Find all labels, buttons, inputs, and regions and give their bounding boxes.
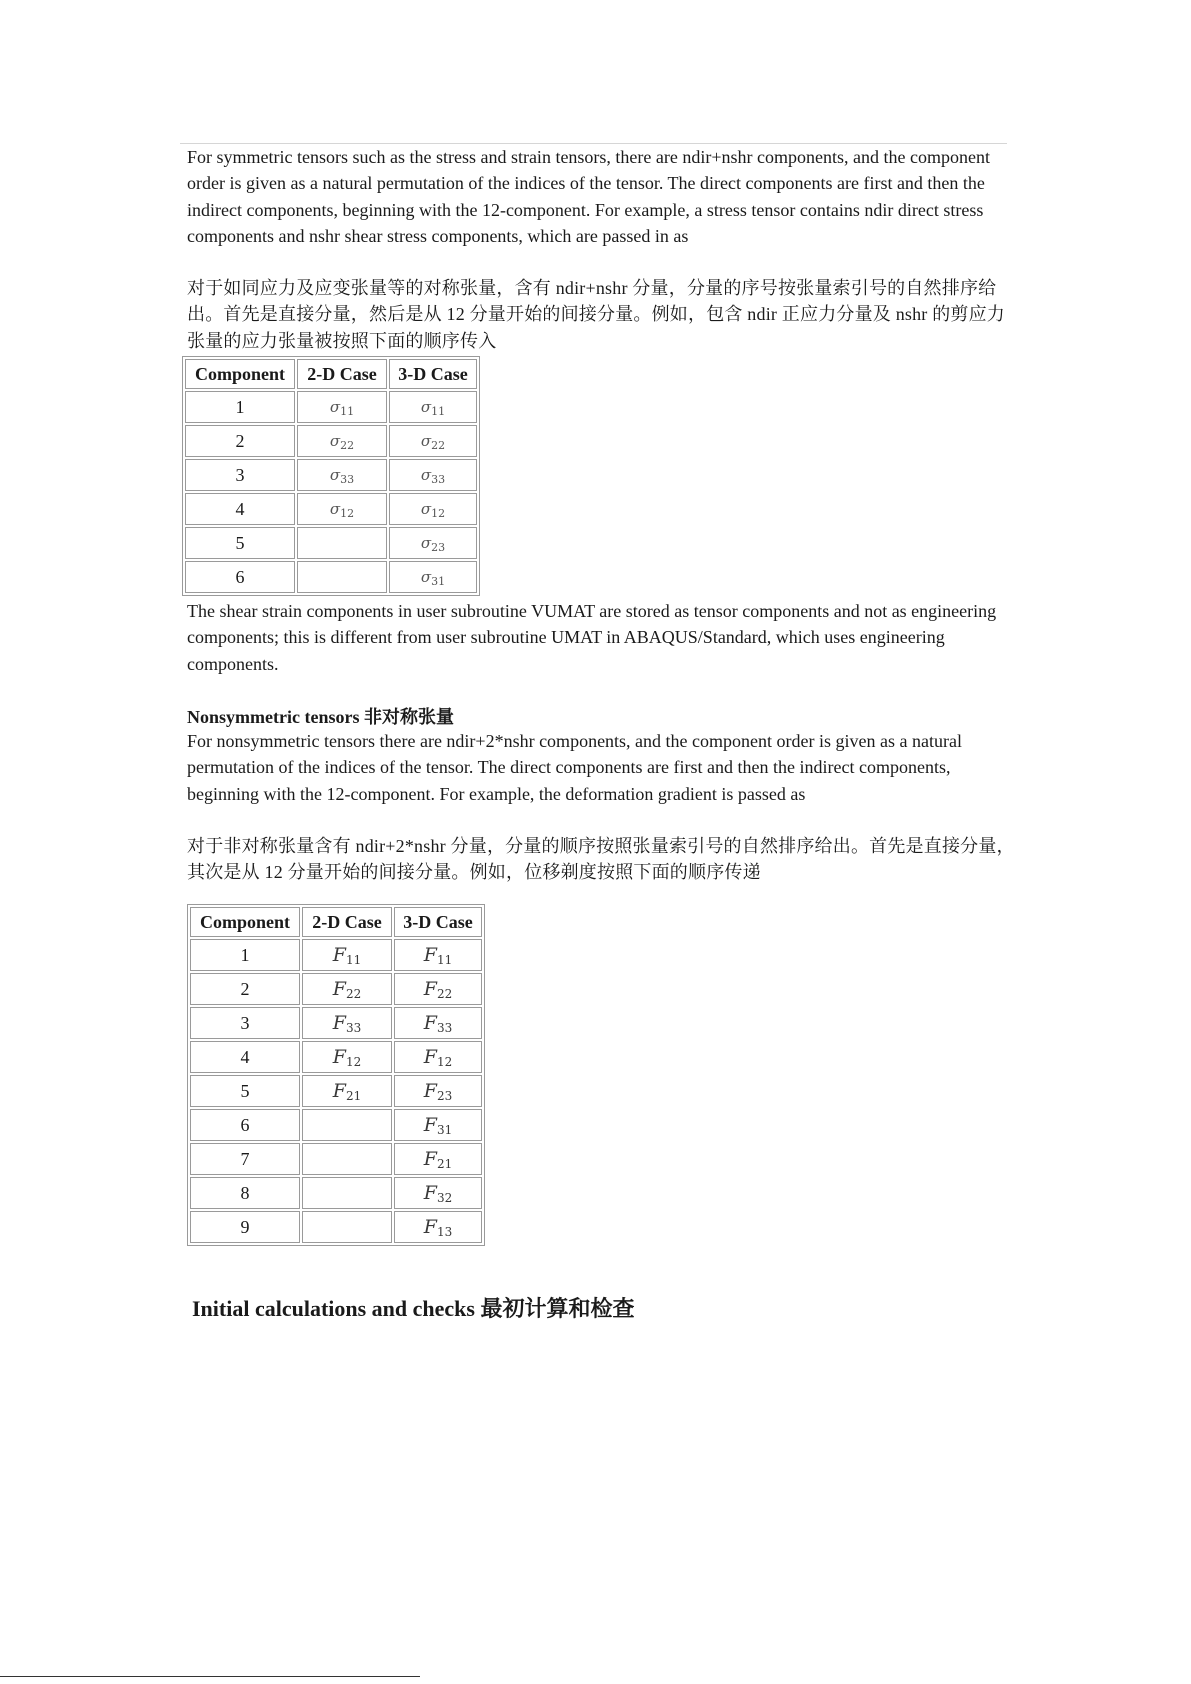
tensor-symbol	[421, 432, 445, 450]
cell-3d-case	[389, 425, 477, 457]
tensor-symbol-indices: 33	[345, 1020, 362, 1035]
tensor-symbol-indices: 22	[431, 439, 446, 452]
tensor-symbol-letter: σ	[329, 466, 341, 484]
header-2d-case: 2-D Case	[302, 907, 392, 937]
cell-3d-case	[394, 973, 482, 1005]
cell-3d-case	[394, 1143, 482, 1175]
table-row	[190, 1177, 482, 1209]
tensor-symbol	[424, 1114, 452, 1136]
symmetric-tensor-table	[182, 356, 480, 596]
table-row	[190, 1143, 482, 1175]
cell-2d-case	[297, 561, 387, 593]
tensor-symbol	[424, 1216, 452, 1238]
tensor-symbol-indices: 11	[340, 405, 355, 418]
tensor-symbol	[330, 500, 354, 518]
component-index-cell: 2	[185, 425, 295, 457]
tensor-symbol	[421, 568, 445, 586]
cell-3d-case	[389, 459, 477, 491]
tensor-symbol-letter: F	[423, 1079, 437, 1102]
tensor-symbol-letter: F	[423, 1045, 437, 1068]
nonsymmetric-chinese-paragraph: 对于非对称张量含有 ndir+2*nshr 分量，分量的顺序按照张量索引号的自然排序给出。首先是直接分量，其次是从 12 分量开始的间接分量。例如，位移剃度按照下面的顺序传递	[187, 836, 1015, 883]
component-index-cell: 6	[185, 561, 295, 593]
tensor-symbol	[421, 534, 445, 552]
tensor-symbol	[424, 978, 452, 1000]
tensor-symbol-indices: 23	[431, 541, 446, 554]
tensor-symbol-letter: F	[423, 1215, 437, 1238]
component-index-cell: 1	[190, 939, 300, 971]
table-header-row	[185, 359, 477, 389]
tensor-symbol	[333, 1012, 361, 1034]
table-row	[190, 1211, 482, 1243]
tensor-symbol-letter: σ	[420, 466, 432, 484]
table-row	[190, 1007, 482, 1039]
tensor-symbol-letter: F	[423, 977, 437, 1000]
cell-3d-case	[394, 1075, 482, 1107]
tensor-symbol	[424, 1080, 452, 1102]
tensor-symbol-letter: σ	[329, 432, 341, 450]
cell-3d-case	[394, 1007, 482, 1039]
component-index-cell: 5	[185, 527, 295, 559]
cell-2d-case	[297, 459, 387, 491]
tensor-symbol-indices: 13	[436, 1224, 453, 1239]
tensor-symbol	[424, 1182, 452, 1204]
table-row	[190, 1109, 482, 1141]
tensor-symbol-letter: F	[423, 1113, 437, 1136]
component-index-cell: 4	[190, 1041, 300, 1073]
table-row	[185, 459, 477, 491]
component-index-cell: 6	[190, 1109, 300, 1141]
tensor-symbol-letter: F	[332, 1011, 346, 1034]
table-row	[185, 527, 477, 559]
tensor-symbol	[421, 466, 445, 484]
tensor-symbol-letter: σ	[329, 398, 341, 416]
tensor-symbol-indices: 31	[431, 575, 446, 588]
cell-2d-case	[297, 425, 387, 457]
component-index-cell: 9	[190, 1211, 300, 1243]
tensor-symbol-letter: F	[423, 1147, 437, 1170]
cell-2d-case	[302, 1041, 392, 1073]
tensor-symbol-indices: 21	[436, 1156, 453, 1171]
section-heading: Initial calculations and checks 最初计算和检查	[192, 1296, 635, 1321]
nonsymmetric-english-paragraph: For nonsymmetric tensors there are ndir+2*nshr components, and the component order is given as a natural permutation of the indices of the tensor. The direct components are first and then the indirect components, beginning with the 12-component. For example, the deformation gradient is passed as	[187, 731, 962, 804]
tensor-symbol	[330, 398, 354, 416]
header-component: Component	[185, 359, 295, 389]
intro-english-paragraph: For symmetric tensors such as the stress and strain tensors, there are ndir+nshr components, and the component order is given as a natural permutation of the indices of the tensor. The direct components are first and then the indirect components, beginning with the 12-component. For example, a stress tensor contains ndir direct stress components and nshr shear stress components, which are passed in as	[187, 147, 990, 246]
cell-3d-case	[394, 1041, 482, 1073]
tensor-symbol	[424, 1046, 452, 1068]
component-index-cell: 8	[190, 1177, 300, 1209]
tensor-symbol-indices: 22	[345, 986, 362, 1001]
table-row	[190, 973, 482, 1005]
tensor-symbol	[330, 466, 354, 484]
tensor-symbol-letter: σ	[420, 432, 432, 450]
component-index-cell: 3	[185, 459, 295, 491]
tensor-symbol	[421, 500, 445, 518]
cell-2d-case	[297, 391, 387, 423]
header-2d-case: 2-D Case	[297, 359, 387, 389]
tensor-symbol-indices: 11	[436, 952, 453, 967]
cell-2d-case	[302, 1177, 392, 1209]
cell-3d-case	[394, 1177, 482, 1209]
tensor-symbol-letter: σ	[420, 534, 432, 552]
tensor-symbol-letter: F	[332, 977, 346, 1000]
tensor-symbol	[424, 944, 452, 966]
cell-2d-case	[302, 1109, 392, 1141]
tensor-symbol-indices: 12	[431, 507, 446, 520]
nonsymmetric-tensor-table	[187, 904, 485, 1246]
component-index-cell: 5	[190, 1075, 300, 1107]
tensor-symbol-letter: F	[423, 943, 437, 966]
tensor-symbol-indices: 22	[436, 986, 453, 1001]
table-row	[190, 1041, 482, 1073]
tensor-symbol-letter: σ	[420, 500, 432, 518]
component-index-cell: 1	[185, 391, 295, 423]
tensor-symbol-indices: 12	[345, 1054, 362, 1069]
header-3d-case: 3-D Case	[389, 359, 477, 389]
tensor-symbol-letter: F	[332, 1079, 346, 1102]
tensor-symbol-indices: 21	[345, 1088, 362, 1103]
tensor-symbol-indices: 12	[340, 507, 355, 520]
nonsymmetric-heading: Nonsymmetric tensors 非对称张量	[187, 707, 454, 727]
cell-2d-case	[297, 493, 387, 525]
tensor-symbol-letter: F	[332, 943, 346, 966]
table-row	[190, 939, 482, 971]
component-index-cell: 7	[190, 1143, 300, 1175]
tensor-symbol-indices: 32	[436, 1190, 453, 1205]
tensor-symbol-letter: F	[423, 1181, 437, 1204]
header-3d-case: 3-D Case	[394, 907, 482, 937]
cell-2d-case	[302, 1075, 392, 1107]
cell-3d-case	[394, 1211, 482, 1243]
tensor-symbol-indices: 12	[436, 1054, 453, 1069]
tensor-symbol-indices: 31	[436, 1122, 453, 1137]
shear-strain-note: The shear strain components in user subroutine VUMAT are stored as tensor components and not as engineering components; this is different from user subroutine UMAT in ABAQUS/Standard, which uses engineering components.	[187, 601, 997, 674]
tensor-symbol-indices: 23	[436, 1088, 453, 1103]
tensor-symbol-letter: F	[423, 1011, 437, 1034]
tensor-symbol-indices: 11	[431, 405, 446, 418]
table-row	[190, 1075, 482, 1107]
cell-2d-case	[297, 527, 387, 559]
cell-3d-case	[394, 1109, 482, 1141]
tensor-symbol-indices: 11	[345, 952, 362, 967]
tensor-symbol	[333, 944, 361, 966]
header-component: Component	[190, 907, 300, 937]
cell-3d-case	[389, 561, 477, 593]
cell-3d-case	[394, 939, 482, 971]
tensor-symbol	[424, 1148, 452, 1170]
cell-2d-case	[302, 1211, 392, 1243]
table-row	[185, 561, 477, 593]
cell-2d-case	[302, 973, 392, 1005]
footnote-divider	[0, 1676, 420, 1677]
intro-chinese-paragraph: 对于如同应力及应变张量等的对称张量，含有 ndir+nshr 分量，分量的序号按张量索引号的自然排序给出。首先是直接分量，然后是从 12 分量开始的间接分量。例如，包含 ndir 正应力分量及 nshr 的剪应力张量的应力张量被按照下面的顺序传入	[187, 278, 1005, 351]
cell-2d-case	[302, 1143, 392, 1175]
component-index-cell: 4	[185, 493, 295, 525]
component-index-cell: 2	[190, 973, 300, 1005]
table-header-row	[190, 907, 482, 937]
table-row	[185, 425, 477, 457]
component-index-cell: 3	[190, 1007, 300, 1039]
cell-3d-case	[389, 527, 477, 559]
table-row	[185, 391, 477, 423]
tensor-symbol	[421, 398, 445, 416]
tensor-symbol	[330, 432, 354, 450]
table-row	[185, 493, 477, 525]
tensor-symbol	[424, 1012, 452, 1034]
cell-3d-case	[389, 391, 477, 423]
tensor-symbol	[333, 978, 361, 1000]
tensor-symbol-letter: σ	[329, 500, 341, 518]
cell-2d-case	[302, 939, 392, 971]
tensor-symbol-letter: F	[332, 1045, 346, 1068]
tensor-symbol-letter: σ	[420, 568, 432, 586]
cell-2d-case	[302, 1007, 392, 1039]
tensor-symbol	[333, 1080, 361, 1102]
cell-3d-case	[389, 493, 477, 525]
tensor-symbol	[333, 1046, 361, 1068]
tensor-symbol-indices: 33	[436, 1020, 453, 1035]
tensor-symbol-letter: σ	[420, 398, 432, 416]
tensor-symbol-indices: 22	[340, 439, 355, 452]
tensor-symbol-indices: 33	[340, 473, 355, 486]
tensor-symbol-indices: 33	[431, 473, 446, 486]
